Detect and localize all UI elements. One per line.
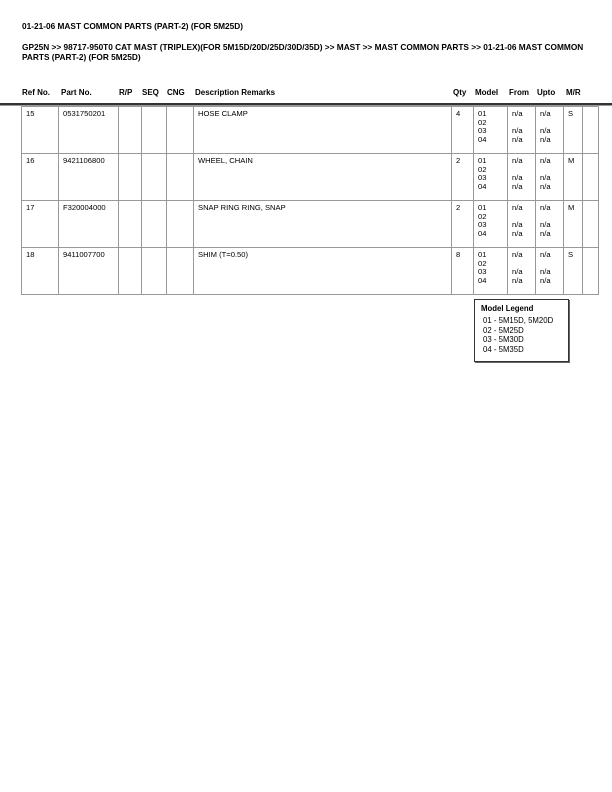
- upto-line: n/a: [540, 156, 551, 165]
- upto-line: n/a: [540, 173, 551, 183]
- table-row: [22, 107, 599, 154]
- col-rp: R/P: [119, 88, 133, 97]
- upto-line: n/a: [540, 220, 551, 230]
- from-line: n/a: [512, 156, 523, 165]
- col-upto: Upto: [537, 88, 556, 97]
- upto: [536, 201, 564, 248]
- cng-cell: [167, 107, 194, 154]
- ref-no: 18: [22, 248, 59, 295]
- rp-cell: [119, 201, 142, 248]
- col-desc: Description Remarks: [195, 88, 276, 97]
- model-line: 04: [478, 228, 487, 238]
- table-row: [22, 201, 599, 248]
- model-line: 01: [478, 250, 487, 259]
- col-cng: CNG: [167, 88, 185, 97]
- blank-cell: [583, 107, 599, 154]
- upto: [536, 248, 564, 295]
- model-line: 01: [478, 109, 487, 118]
- model-line: 03: [478, 220, 487, 230]
- from: [508, 107, 536, 154]
- model-line: 03: [478, 267, 487, 277]
- from-line: n/a: [512, 228, 523, 238]
- upto: [536, 107, 564, 154]
- legend-item: 04 - 5M35D: [483, 344, 524, 354]
- description: HOSE CLAMP: [194, 107, 452, 154]
- from: [508, 248, 536, 295]
- from-line: n/a: [512, 109, 523, 118]
- seq-cell: [142, 201, 167, 248]
- rp-cell: [119, 248, 142, 295]
- model-line: 04: [478, 275, 487, 285]
- from-line: n/a: [512, 203, 523, 212]
- model-line: 02: [478, 164, 487, 174]
- upto-line: n/a: [540, 275, 551, 285]
- cng-cell: [167, 154, 194, 201]
- blank-cell: [583, 154, 599, 201]
- part-no: 9411007700: [59, 248, 119, 295]
- col-mr: M/R: [566, 88, 581, 97]
- model-line: 02: [478, 211, 487, 221]
- from-line: n/a: [512, 250, 523, 259]
- parts-table: [21, 106, 599, 295]
- from-line: n/a: [512, 267, 523, 277]
- legend-item: 03 - 5M30D: [483, 335, 524, 344]
- model-legend: [474, 299, 569, 362]
- from-line: n/a: [512, 134, 523, 144]
- model: [474, 248, 508, 295]
- page-title: 01-21-06 MAST COMMON PARTS (PART-2) (FOR 5M25D): [22, 21, 243, 31]
- breadcrumb: GP25N >> 98717-950T0 CAT MAST (TRIPLEX)(FOR 5M15D/20D/25D/30D/35D) >> MAST >> MAST COMMON PARTS >> 01-21-06 MAST COMMON PARTS (PART-2) (FOR 5M25D): [22, 42, 584, 62]
- col-part: Part No.: [61, 88, 92, 97]
- ref-no: 16: [22, 154, 59, 201]
- ref-no: 15: [22, 107, 59, 154]
- legend-item: 02 - 5M25D: [483, 325, 524, 335]
- model-line: 03: [478, 173, 487, 183]
- table-header: [0, 88, 612, 100]
- from-line: n/a: [512, 275, 523, 285]
- part-no: 9421106800: [59, 154, 119, 201]
- description: WHEEL, CHAIN: [194, 154, 452, 201]
- from: [508, 154, 536, 201]
- description: SHIM (T=0.50): [194, 248, 452, 295]
- part-no: F320004000: [59, 201, 119, 248]
- col-ref: Ref No.: [22, 88, 50, 97]
- model: [474, 107, 508, 154]
- seq-cell: [142, 154, 167, 201]
- legend-title: Model Legend: [481, 304, 534, 313]
- description: SNAP RING RING, SNAP: [194, 201, 452, 248]
- seq-cell: [142, 107, 167, 154]
- upto-line: n/a: [540, 134, 551, 144]
- mr: M: [564, 154, 583, 201]
- seq-cell: [142, 248, 167, 295]
- model-line: 02: [478, 258, 487, 268]
- table-row: [22, 154, 599, 201]
- cng-cell: [167, 201, 194, 248]
- from: [508, 201, 536, 248]
- upto-line: n/a: [540, 203, 551, 212]
- from-line: n/a: [512, 173, 523, 183]
- mr: M: [564, 201, 583, 248]
- rp-cell: [119, 107, 142, 154]
- mr: S: [564, 248, 583, 295]
- ref-no: 17: [22, 201, 59, 248]
- blank-cell: [583, 248, 599, 295]
- cng-cell: [167, 248, 194, 295]
- from-line: n/a: [512, 220, 523, 230]
- model: [474, 201, 508, 248]
- upto-line: n/a: [540, 250, 551, 259]
- qty: 2: [452, 201, 474, 248]
- part-no: 0531750201: [59, 107, 119, 154]
- mr: S: [564, 107, 583, 154]
- model-line: 01: [478, 203, 487, 212]
- upto-line: n/a: [540, 267, 551, 277]
- model-line: 04: [478, 134, 487, 144]
- model-line: 03: [478, 126, 487, 136]
- blank-cell: [583, 201, 599, 248]
- table-row: [22, 248, 599, 295]
- model-line: 04: [478, 181, 487, 191]
- qty: 8: [452, 248, 474, 295]
- upto: [536, 154, 564, 201]
- qty: 2: [452, 154, 474, 201]
- model-line: 02: [478, 117, 487, 127]
- upto-line: n/a: [540, 109, 551, 118]
- col-from: From: [509, 88, 529, 97]
- qty: 4: [452, 107, 474, 154]
- rp-cell: [119, 154, 142, 201]
- col-qty: Qty: [453, 88, 467, 97]
- model: [474, 154, 508, 201]
- from-line: n/a: [512, 181, 523, 191]
- col-model: Model: [475, 88, 499, 97]
- model-line: 01: [478, 156, 487, 165]
- from-line: n/a: [512, 126, 523, 136]
- upto-line: n/a: [540, 126, 551, 136]
- col-seq: SEQ: [142, 88, 159, 97]
- upto-line: n/a: [540, 228, 551, 238]
- upto-line: n/a: [540, 181, 551, 191]
- legend-item: 01 - 5M15D, 5M20D: [483, 316, 554, 325]
